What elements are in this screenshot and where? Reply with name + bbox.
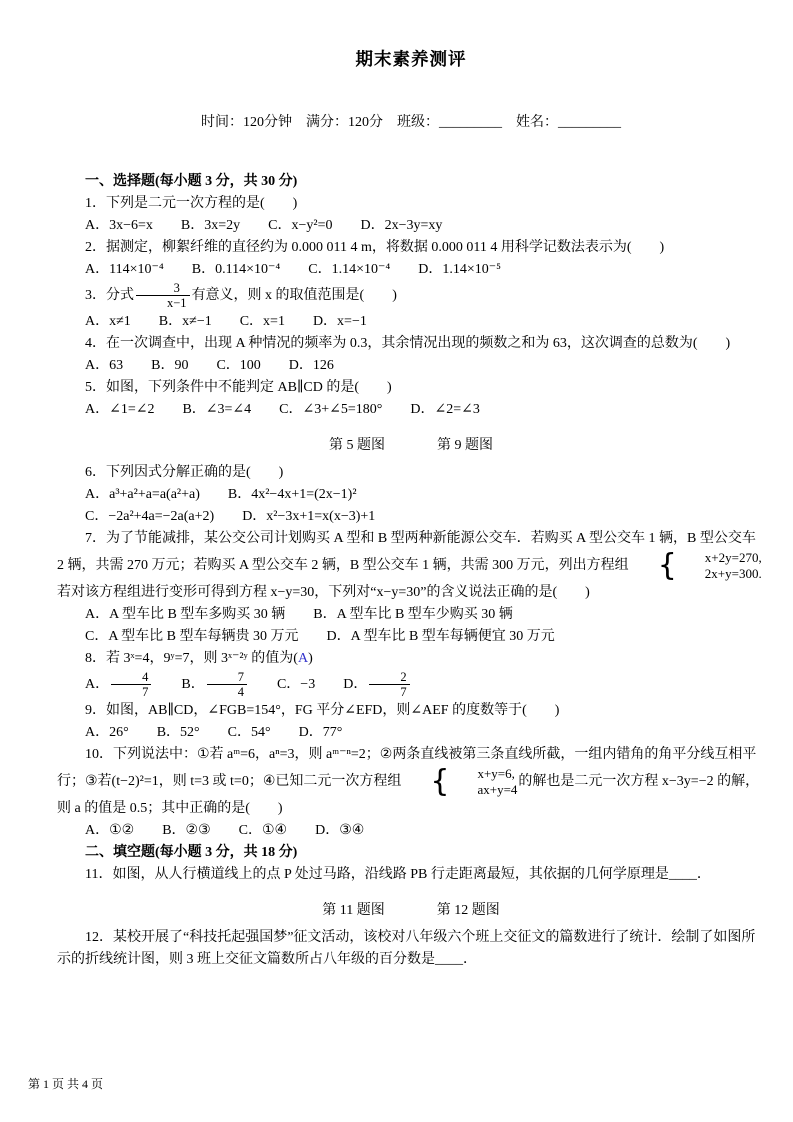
equation-row-2: ax+y=4: [477, 781, 518, 797]
q12-stem: 12．某校开展了“科技托起强国梦”征文活动，该校对八年级六个班上交征文的篇数进行了统计．绘制了如图所示的折线统计图，则 3 班上交征文篇数所占八年级的百分数是____．: [57, 929, 756, 967]
q8-options: [57, 670, 765, 700]
equation-row-1: x+2y=270,: [704, 549, 762, 565]
q5-stem: 5．如图，下列条件中不能判定 AB∥CD 的是( ): [85, 379, 392, 395]
q8-answer: A: [297, 650, 309, 666]
fraction: [369, 670, 409, 700]
q1-stem: 1．下列是二元一次方程的是( ): [85, 196, 298, 211]
q9-options: A．26° B．52° C．54° D．77°: [85, 724, 343, 740]
fraction-denominator: x−1: [167, 296, 187, 311]
q8-option-d-label: D．: [315, 676, 368, 692]
fraction-numerator: 4: [111, 670, 151, 685]
q10-options: A．①② B．②③ C．①④ D．③④: [85, 822, 365, 838]
q3-stem-post: 有意义，则 x 的取值范围是( ): [191, 288, 397, 304]
equation-system: [402, 763, 518, 799]
fraction: [207, 670, 247, 700]
q11-stem: 11．如图，从人行横道线上的点 P 处过马路，沿线路 PB 行走距离最短，其依据的几何学原理是____．: [85, 866, 711, 882]
q8-stem-post: ): [308, 650, 313, 666]
q8-option-b-label: B．: [153, 676, 205, 692]
q10-stem-part1: 10．下列说法中：①若 aᵐ=6，aⁿ=3，则 aᵐ⁻ⁿ=2；②两条直线被第三条直线所截，一组内错角的角平分线互相平行；③若(t−2)²=1，则 t=3 或 t=0；④已知二元一次方程组: [57, 746, 757, 789]
page-footer: 第 1 页 共 4 页: [28, 1077, 104, 1091]
page-title: 期末素养测评: [355, 49, 467, 69]
q10-stem: [57, 744, 765, 820]
fraction: [111, 670, 151, 700]
q3-options: A．x≠1 B．x≠−1 C．x=1 D．x=−1: [85, 313, 367, 329]
fraction-denominator: 4: [237, 685, 244, 700]
figure-captions-2: [57, 900, 765, 922]
q5-options: A．∠1=∠2 B．∠3=∠4 C．∠3+∠5=180° D．∠2=∠3: [85, 401, 480, 417]
equation-row-1: x+y=6,: [477, 765, 515, 781]
exam-body: [57, 171, 765, 971]
q8-stem-pre: 8．若 3ˣ=4，9ʸ=7，则 3ˣ⁻²ʸ 的值为(: [85, 650, 298, 666]
exam-meta-line: 时间：120分钟 满分：120分 班级：_________ 姓名：_________: [201, 115, 621, 130]
q9-stem: 9．如图，AB∥CD，∠FGB=154°，FG 平分∠EFD，则∠AEF 的度数等于( ): [85, 702, 560, 718]
q4-stem: 4．在一次调查中，出现 A 种情况的频率为 0.3，其余情况出现的频数之和为 63，这次调查的总数为( ): [85, 335, 731, 351]
q6-options-cd: C．−2a²+4a=−2a(a+2) D．x²−3x+1=x(x−3)+1: [85, 508, 376, 524]
section2-heading: 二、填空题(每小题 3 分，共 18 分): [85, 844, 298, 860]
left-brace: {: [430, 763, 450, 799]
q7-stem-part2: 若对该方程组进行变形可得到方程 x−y=30，下列对“x−y=30”的含义说法正确的是( ): [57, 584, 590, 600]
fraction-numerator: 2: [369, 670, 409, 685]
equation-system: [630, 547, 762, 583]
fraction-numerator: 7: [207, 670, 247, 685]
q7-stem-part1: 7．为了节能减排，某公交公司计划购买 A 型和 B 型两种新能源公交车．若购买 A 型公交车 1 辆，B 型公交车 2 辆，共需 270 万元；若购买 A 型公交车 2 辆，B 型公交车 1 辆，共需 300 万元，列出方程组: [57, 530, 756, 573]
q7-stem: [57, 528, 765, 604]
q3-stem: [57, 281, 765, 311]
q10-stem-part2: 的解也是二元一次方程 x−3y=−2 的解，则 a 的值是 0.5；其中正确的是( ): [57, 773, 760, 816]
equation-rows: [449, 766, 517, 798]
q3-stem-pre: 3．分式: [85, 288, 134, 304]
left-brace: {: [657, 547, 677, 583]
fraction: [136, 281, 190, 311]
section1-heading: 一、选择题(每小题 3 分，共 30 分): [85, 174, 298, 189]
figure12-caption: 第 12 题图: [436, 902, 500, 918]
q8-option-a-label: A．: [85, 676, 110, 692]
figure5-caption: 第 5 题图: [329, 437, 385, 453]
q2-stem: 2．据测定，柳絮纤维的直径约为 0.000 011 4 m，将数据 0.000 011 4 用科学记数法表示为( ): [85, 240, 665, 255]
fraction-denominator: 7: [142, 685, 149, 700]
q8-stem: [57, 648, 765, 670]
q7-options-ab: A．A 型车比 B 型车多购买 30 辆 B．A 型车比 B 型车少购买 30 辆: [85, 606, 513, 622]
fraction-numerator: 3: [136, 281, 190, 296]
equation-rows: [677, 550, 762, 582]
fraction-denominator: 7: [400, 685, 407, 700]
figure11-caption: 第 11 题图: [322, 902, 385, 918]
q7-options-cd: C．A 型车比 B 型车每辆贵 30 万元 D．A 型车比 B 型车每辆便宜 30 万元: [85, 628, 555, 644]
q8-option-c: C．−3: [248, 676, 316, 692]
q6-stem: 6．下列因式分解正确的是( ): [85, 464, 284, 480]
figure9-caption: 第 9 题图: [437, 437, 493, 453]
q2-options: A．114×10⁻⁴ B．0.114×10⁻⁴ C．1.14×10⁻⁴ D．1.14×10⁻⁵: [85, 262, 502, 277]
equation-row-2: 2x+y=300.: [704, 565, 762, 581]
q6-options-ab: A．a³+a²+a=a(a²+a) B．4x²−4x+1=(2x−1)²: [85, 486, 357, 502]
q1-options: A．3x−6=x B．3x=2y C．x−y²=0 D．2x−3y=xy: [85, 218, 443, 233]
q4-options: A．63 B．90 C．100 D．126: [85, 357, 334, 373]
figure-captions-1: [57, 435, 765, 457]
